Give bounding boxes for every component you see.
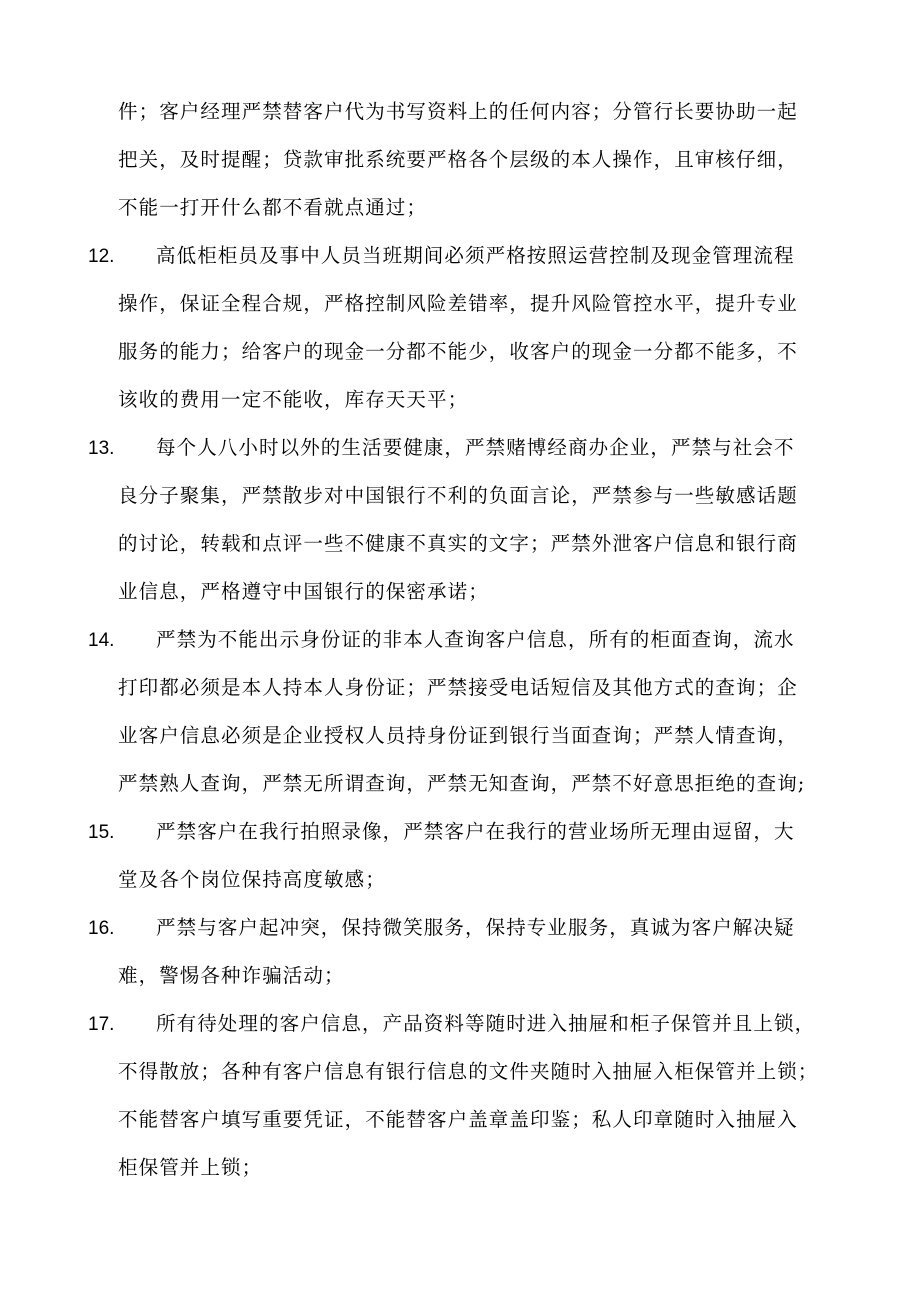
list-item-14: [88, 625, 838, 655]
list-item-12: [88, 241, 838, 271]
text-line: 不得散放；各种有客户信息有银行信息的文件夹随时入抽屉入柜保管并上锁；: [118, 1060, 819, 1083]
list-item-12-line: [118, 337, 838, 367]
continuation-line: [118, 145, 838, 175]
text-line: 操作，保证全程合规，严格控制风险差错率，提升风险管控水平，提升专业: [118, 292, 798, 315]
text-line: 所有待处理的客户信息，产品资料等随时进入抽屉和柜子保管并且上锁，: [156, 1012, 816, 1035]
list-item-15: [88, 817, 838, 847]
text-line: 该收的费用一定不能收，库存天天平；: [118, 388, 469, 411]
text-line: 把关，及时提醒；贷款审批系统要严格各个层级的本人操作，且审核仔细，: [118, 148, 798, 171]
list-item-13-line: [118, 529, 838, 559]
text-line: 不能替客户填写重要凭证，不能替客户盖章盖印鉴；私人印章随时入抽屉入: [118, 1108, 798, 1131]
list-item-16-line: [118, 961, 838, 991]
text-line: 服务的能力；给客户的现金一分都不能少，收客户的现金一分都不能多，不: [118, 340, 798, 363]
text-line: 件；客户经理严禁替客户代为书写资料上的任何内容；分管行长要协助一起: [118, 100, 798, 123]
list-item-17-line: [118, 1153, 838, 1183]
list-item-12-line: [118, 289, 838, 319]
text-line: 柜保管并上锁；: [118, 1156, 263, 1179]
item-number: 16.: [88, 918, 115, 939]
continuation-line: [118, 193, 838, 223]
item-number: 12.: [88, 246, 115, 267]
list-item-13-line: [118, 577, 838, 607]
list-item-17-line: [118, 1105, 838, 1135]
list-item-14-line: [118, 769, 838, 799]
continuation-line: [118, 97, 838, 127]
text-line: 难，警惕各种诈骗活动；: [118, 964, 345, 987]
list-item-13-line: [118, 481, 838, 511]
text-line: 每个人八小时以外的生活要健康，严禁赌博经商办企业，严禁与社会不: [156, 436, 795, 459]
text-line: 严禁客户在我行拍照录像，严禁客户在我行的营业场所无理由逗留，大: [156, 820, 795, 843]
list-item-14-line: [118, 673, 838, 703]
item-number: 17.: [88, 1014, 115, 1035]
text-line: 打印都必须是本人持本人身份证；严禁接受电话短信及其他方式的查询；企: [118, 676, 798, 699]
list-item-16: [88, 913, 838, 943]
text-line: 高低柜柜员及事中人员当班期间必须严格按照运营控制及现金管理流程: [156, 244, 795, 267]
list-item-15-line: [118, 865, 838, 895]
text-line: 不能一打开什么都不看就点通过；: [118, 196, 428, 219]
text-line: 严禁为不能出示身份证的非本人查询客户信息，所有的柜面查询，流水: [156, 628, 795, 651]
text-line: 业信息，严格遵守中国银行的保密承诺；: [118, 580, 489, 603]
text-line: 业客户信息必须是企业授权人员持身份证到银行当面查询；严禁人情查询，: [118, 724, 798, 747]
text-line: 的讨论，转载和点评一些不健康不真实的文字；严禁外泄客户信息和银行商: [118, 532, 798, 555]
list-item-12-line: [118, 385, 838, 415]
list-item-14-line: [118, 721, 838, 751]
list-item-17-line: [118, 1057, 838, 1087]
text-line: 良分子聚集，严禁散步对中国银行不利的负面言论，严禁参与一些敏感话题: [118, 484, 798, 507]
list-item-17: [88, 1009, 838, 1039]
text-line: 堂及各个岗位保持高度敏感；: [118, 868, 386, 891]
text-line: 严禁与客户起冲突，保持微笑服务，保持专业服务，真诚为客户解决疑: [156, 916, 795, 939]
item-number: 15.: [88, 822, 115, 843]
item-number: 14.: [88, 630, 115, 651]
list-item-13: [88, 433, 838, 463]
text-line: 严禁熟人查询，严禁无所谓查询，严禁无知查询，严禁不好意思拒绝的查询;: [118, 772, 806, 795]
item-number: 13.: [88, 438, 115, 459]
